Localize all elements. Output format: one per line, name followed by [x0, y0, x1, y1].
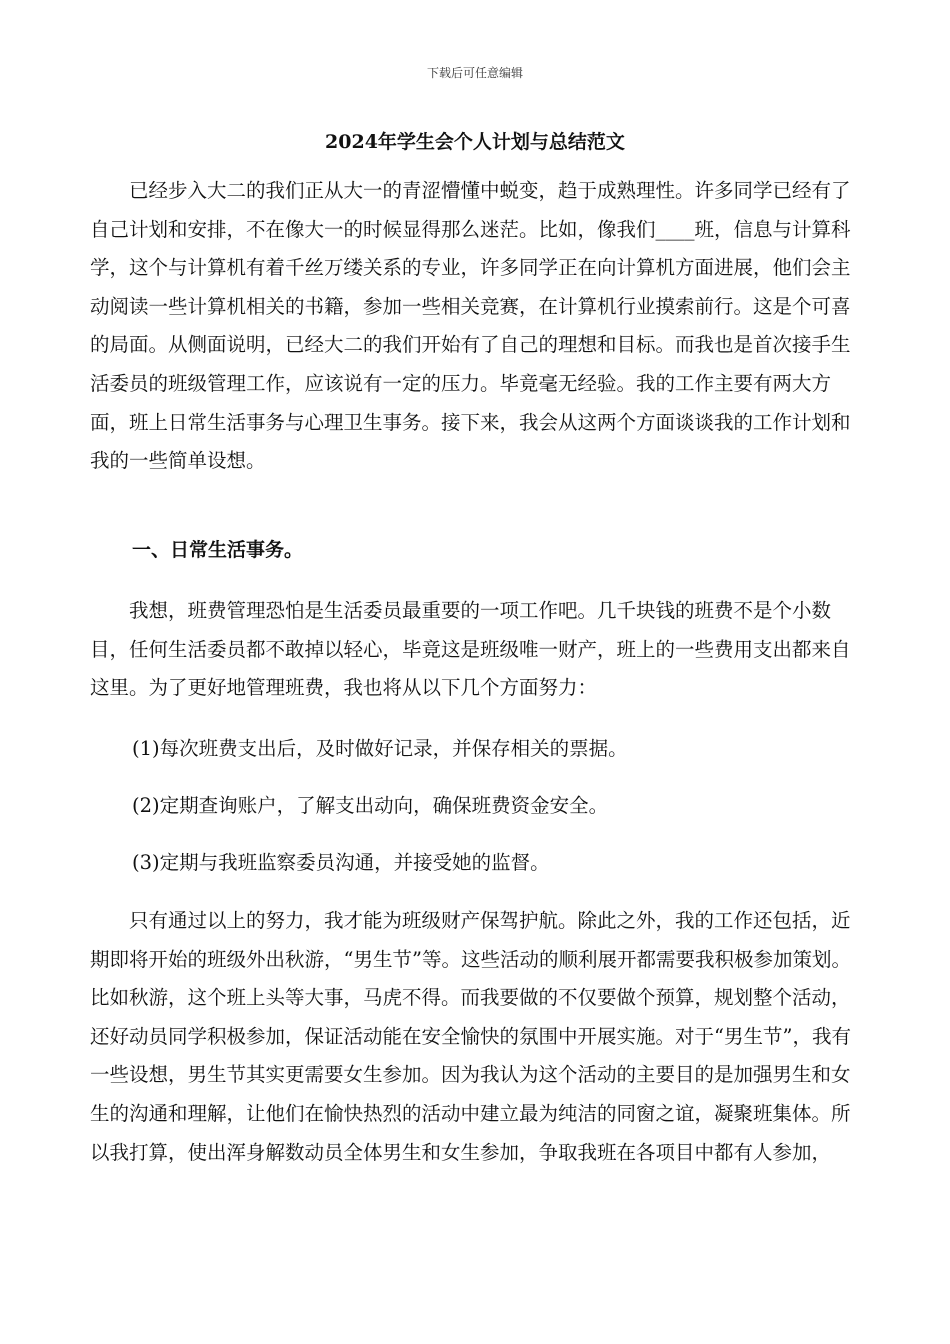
list-item: (1)每次班费支出后，及时做好记录，并保存相关的票据。	[132, 737, 628, 760]
section-heading-daily-affairs: 一、日常生活事务。	[132, 539, 304, 561]
paragraph-text: 我想，班费管理恐怕是生活委员最重要的一项工作吧。几千块钱的班费不是个小数目，任何生活委员都不敢掉以轻心，毕竟这是班级唯一财产，班上的一些费用支出都来自这里。为了更好地管理班费，我也将从以下几个方面努力：	[90, 599, 851, 700]
paragraph-intro	[90, 172, 860, 481]
paragraph-class-fund	[90, 592, 860, 708]
document-title: 2024年学生会个人计划与总结范文	[325, 131, 625, 153]
paragraph-text: 只有通过以上的努力，我才能为班级财产保驾护航。除此之外，我的工作还包括，近期即将开始的班级外出秋游，“男生节”等。这些活动的顺利展开都需要我积极参加策划。比如秋游，这个班上头等大事，马虎不得。而我要做的不仅要做个预算，规划整个活动，还好动员同学积极参加，保证活动能在安全愉快的氛围中开展实施。对于“男生节”，我有一些设想，男生节其实更需要女生参加。因为我认为这个活动的主要目的是加强男生和女生的沟通和理解，让他们在愉快热烈的活动中建立最为纯洁的同窗之谊，凝聚班集体。所以我打算，使出浑身解数动员全体男生和女生参加，争取我班在各项目中都有人参加，	[90, 909, 851, 1164]
list-item: (3)定期与我班监察委员沟通，并接受她的监督。	[132, 851, 550, 874]
list-item: (2)定期查询账户，了解支出动向，确保班费资金安全。	[132, 794, 609, 817]
paragraph-activities	[90, 902, 860, 1172]
paragraph-text: 已经步入大二的我们正从大一的青涩懵懂中蜕变，趋于成熟理性。许多同学已经有了自己计划和安排，不在像大一的时候显得那么迷茫。比如，像我们____班，信息与计算科学，这个与计算机有着千丝万缕关系的专业，许多同学正在向计算机方面进展，他们会主动阅读一些计算机相关的书籍，参加一些相关竞赛，在计算机行业摸索前行。这是个可喜的局面。从侧面说明，已经大二的我们开始有了自己的理想和目标。而我也是首次接手生活委员的班级管理工作，应该说有一定的压力。毕竟毫无经验。我的工作主要有两大方面，班上日常生活事务与心理卫生事务。接下来，我会从这两个方面谈谈我的工作计划和我的一些简单设想。	[90, 179, 851, 473]
page-header-note: 下载后可任意编辑	[426, 66, 523, 80]
